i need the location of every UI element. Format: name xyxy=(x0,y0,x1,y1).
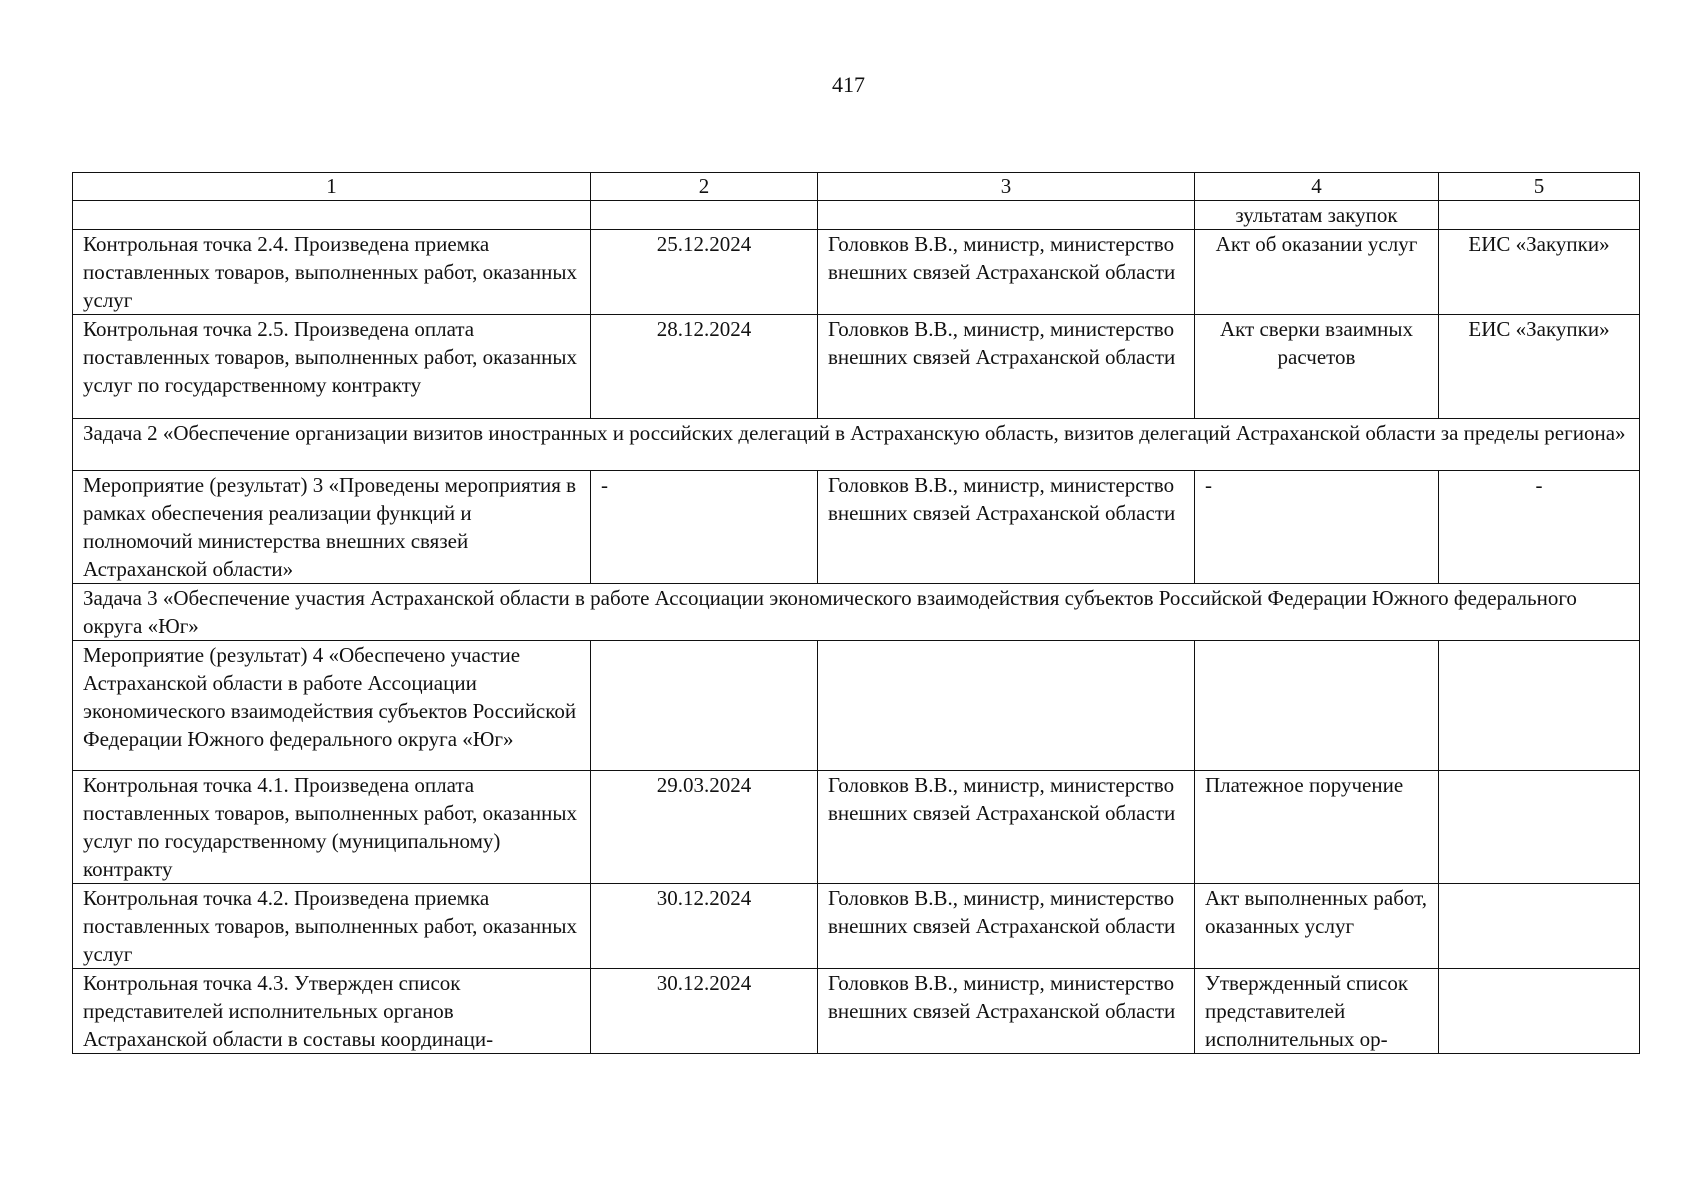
cell-col-2: 30.12.2024 xyxy=(591,884,818,969)
table-row xyxy=(73,641,1640,771)
cell-col-3: Головков В.В., министр, министерство внешних связей Астраханской области xyxy=(818,471,1195,584)
page-number: 417 xyxy=(832,72,865,97)
cell-col-1: Мероприятие (результат) 3 «Проведены мероприятия в рамках обеспечения реализации функций и полномочий министерства внешних связей Астраханской области» xyxy=(73,471,591,584)
cell-col-2: 30.12.2024 xyxy=(591,969,818,1054)
cell-col-5: ЕИС «Закупки» xyxy=(1439,230,1640,315)
cell-col-4: зультатам закупок xyxy=(1195,201,1439,230)
cell-col-3: Головков В.В., министр, министерство внешних связей Астраханской области xyxy=(818,771,1195,884)
table-row xyxy=(73,884,1640,969)
table-row xyxy=(73,969,1640,1054)
header-cell: 2 xyxy=(591,173,818,201)
plan-table xyxy=(72,172,1640,1054)
cell-col-1: Контрольная точка 4.2. Произведена приемка поставленных товаров, выполненных работ, оказанных услуг xyxy=(73,884,591,969)
cell-col-4: Акт об оказании услуг xyxy=(1195,230,1439,315)
cell-col-3: Головков В.В., министр, министерство внешних связей Астраханской области xyxy=(818,884,1195,969)
cell-col-1: Контрольная точка 4.1. Произведена оплата поставленных товаров, выполненных работ, оказанных услуг по государственному (муниципальному) контракту xyxy=(73,771,591,884)
cell-col-1: Контрольная точка 4.3. Утвержден список представителей исполнительных органов Астраханской области в составы координаци- xyxy=(73,969,591,1054)
cell-col-1 xyxy=(73,201,591,230)
cell-col-5: ЕИС «Закупки» xyxy=(1439,315,1640,419)
cell-col-4: Платежное поручение xyxy=(1195,771,1439,884)
cell-col-4: Акт сверки взаимных расчетов xyxy=(1195,315,1439,419)
cell-col-5 xyxy=(1439,201,1640,230)
cell-col-4: Акт выполненных работ, оказанных услуг xyxy=(1195,884,1439,969)
cell-col-5: - xyxy=(1439,471,1640,584)
cell-col-1: Контрольная точка 2.5. Произведена оплата поставленных товаров, выполненных работ, оказанных услуг по государственному контракту xyxy=(73,315,591,419)
table-row xyxy=(73,201,1640,230)
cell-col-3 xyxy=(818,641,1195,771)
cell-col-2: 28.12.2024 xyxy=(591,315,818,419)
cell-col-3: Головков В.В., министр, министерство внешних связей Астраханской области xyxy=(818,969,1195,1054)
header-cell: 3 xyxy=(818,173,1195,201)
cell-col-5 xyxy=(1439,969,1640,1054)
cell-col-2: 29.03.2024 xyxy=(591,771,818,884)
cell-col-3: Головков В.В., министр, министерство внешних связей Астраханской области xyxy=(818,315,1195,419)
header-cell: 4 xyxy=(1195,173,1439,201)
cell-col-4: Утвержденный список представителей исполнительных ор- xyxy=(1195,969,1439,1054)
cell-col-4: - xyxy=(1195,471,1439,584)
cell-col-5 xyxy=(1439,771,1640,884)
header-row xyxy=(73,173,1640,201)
cell-col-4 xyxy=(1195,641,1439,771)
cell-col-3: Головков В.В., министр, министерство внешних связей Астраханской области xyxy=(818,230,1195,315)
task-cell: Задача 3 «Обеспечение участия Астраханской области в работе Ассоциации экономического взаимодействия субъектов Российской Федерации Южного федерального округа «Юг» xyxy=(73,584,1640,641)
table-row xyxy=(73,230,1640,315)
header-cell: 5 xyxy=(1439,173,1640,201)
cell-col-2: - xyxy=(591,471,818,584)
task-cell: Задача 2 «Обеспечение организации визитов иностранных и российских делегаций в Астраханскую область, визитов делегаций Астраханской области за пределы региона» xyxy=(73,419,1640,471)
cell-col-2: 25.12.2024 xyxy=(591,230,818,315)
cell-col-2 xyxy=(591,641,818,771)
cell-col-3 xyxy=(818,201,1195,230)
cell-col-5 xyxy=(1439,641,1640,771)
cell-col-2 xyxy=(591,201,818,230)
table-row xyxy=(73,771,1640,884)
cell-col-1: Мероприятие (результат) 4 «Обеспечено участие Астраханской области в работе Ассоциации экономического взаимодействия субъектов Российской Федерации Южного федерального округа «Юг» xyxy=(73,641,591,771)
cell-col-5 xyxy=(1439,884,1640,969)
table-row xyxy=(73,471,1640,584)
task-row xyxy=(73,419,1640,471)
table-row xyxy=(73,315,1640,419)
task-row xyxy=(73,584,1640,641)
cell-col-1: Контрольная точка 2.4. Произведена приемка поставленных товаров, выполненных работ, оказанных услуг xyxy=(73,230,591,315)
header-cell: 1 xyxy=(73,173,591,201)
